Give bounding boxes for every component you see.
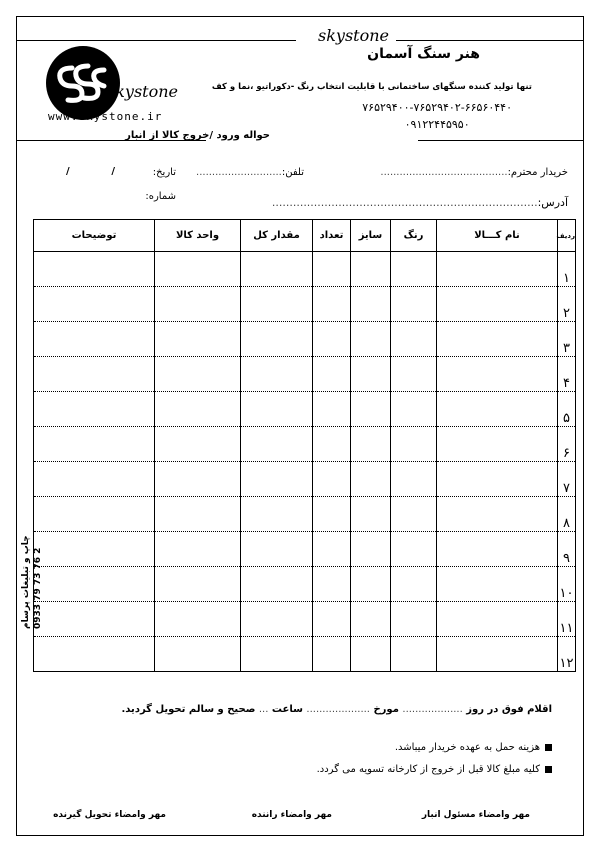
- table-cell[interactable]: [313, 462, 351, 497]
- table-cell[interactable]: [391, 462, 437, 497]
- row-number: ۱۱: [558, 602, 576, 637]
- table-cell[interactable]: [34, 427, 155, 462]
- table-cell[interactable]: [155, 357, 241, 392]
- table-cell[interactable]: [34, 392, 155, 427]
- date-slashes: / /: [66, 166, 116, 177]
- table-cell[interactable]: [155, 287, 241, 322]
- table-cell[interactable]: [351, 567, 391, 602]
- form-title: حواله ورود /خروج کالا از انبار: [125, 130, 270, 141]
- items-table: [33, 219, 576, 672]
- table-cell[interactable]: [155, 602, 241, 637]
- printer-credit: [20, 521, 50, 629]
- bullet-icon: [545, 766, 552, 773]
- phone-line-1: ۷۶۵۲۹۴۰۰-۷۶۵۲۹۴۰۲-۶۶۵۶۰۴۴۰: [362, 101, 512, 114]
- address-label: آدرس:: [537, 196, 568, 209]
- table-cell[interactable]: [313, 322, 351, 357]
- top-rule-right: [396, 40, 583, 41]
- table-cell[interactable]: [241, 602, 313, 637]
- printer-name: چاپ و تبلیغات پرسام: [21, 535, 31, 629]
- table-cell[interactable]: [351, 602, 391, 637]
- table-cell[interactable]: [391, 287, 437, 322]
- receipt-date-label: مورخ: [373, 704, 399, 715]
- table-cell[interactable]: [34, 357, 155, 392]
- row-number: ۴: [558, 357, 576, 392]
- table-cell[interactable]: [34, 532, 155, 567]
- logo-wordmark: skystone: [107, 82, 178, 101]
- table-row: [34, 602, 576, 637]
- table-cell[interactable]: [313, 357, 351, 392]
- table-row: [34, 287, 576, 322]
- row-number: ۱: [558, 252, 576, 287]
- col-color: رنگ: [391, 220, 437, 252]
- table-row: [34, 322, 576, 357]
- date-label: تاریخ:: [152, 167, 176, 178]
- table-cell[interactable]: [313, 252, 351, 287]
- table-cell[interactable]: [155, 322, 241, 357]
- bullet-icon: [545, 744, 552, 751]
- note-payment: [317, 764, 552, 775]
- row-number: ۵: [558, 392, 576, 427]
- website: www.skystone.ir: [48, 110, 163, 123]
- table-cell[interactable]: [241, 497, 313, 532]
- table-cell[interactable]: [34, 497, 155, 532]
- table-cell[interactable]: [313, 602, 351, 637]
- table-cell[interactable]: [155, 392, 241, 427]
- table-cell[interactable]: [351, 357, 391, 392]
- col-unit: واحد کالا: [155, 220, 241, 252]
- table-cell[interactable]: [155, 252, 241, 287]
- table-cell[interactable]: [437, 567, 558, 602]
- table-row: [34, 567, 576, 602]
- table-cell[interactable]: [34, 252, 155, 287]
- title-rule-right: [418, 140, 583, 141]
- table-cell[interactable]: [313, 567, 351, 602]
- table-row: [34, 532, 576, 567]
- row-number: ۱۰: [558, 567, 576, 602]
- note-2: کلیه مبلغ کالا قبل از خروج از کارخانه تسویه می گردد.: [316, 764, 540, 775]
- table-row: [34, 497, 576, 532]
- col-size: سایز: [351, 220, 391, 252]
- table-cell[interactable]: [155, 497, 241, 532]
- table-cell[interactable]: [351, 322, 391, 357]
- table-cell[interactable]: [391, 357, 437, 392]
- table-cell[interactable]: [391, 637, 437, 672]
- table-cell[interactable]: [437, 532, 558, 567]
- col-notes: توضیحات: [34, 220, 155, 252]
- table-cell[interactable]: [155, 567, 241, 602]
- table-cell[interactable]: [241, 322, 313, 357]
- number-field[interactable]: [145, 191, 176, 202]
- note-shipping: [395, 742, 552, 753]
- table-cell[interactable]: [155, 532, 241, 567]
- table-cell[interactable]: [391, 497, 437, 532]
- table-cell[interactable]: [437, 427, 558, 462]
- phone-line-2: ۰۹۱۲۲۴۴۵۹۵۰: [404, 118, 470, 131]
- row-number: ۷: [558, 462, 576, 497]
- table-cell[interactable]: [34, 637, 155, 672]
- table-cell[interactable]: [313, 532, 351, 567]
- row-number: ۱۲: [558, 637, 576, 672]
- table-cell[interactable]: [34, 287, 155, 322]
- brand-top: skystone: [318, 26, 389, 45]
- phone-field[interactable]: تلفن:...........................: [196, 167, 304, 178]
- receipt-line[interactable]: اقلام فوق در روز ................... مورخ .................... ساعت ... صحیح و سالم تحویل گردید.: [121, 704, 552, 715]
- table-row: [34, 252, 576, 287]
- table-cell[interactable]: [351, 252, 391, 287]
- tagline: تنها تولید کننده سنگهای ساختمانی با قابلیت انتخاب رنگ -دکوراتیو ،نما و کف: [211, 82, 532, 92]
- row-number: ۶: [558, 427, 576, 462]
- table-cell[interactable]: [391, 392, 437, 427]
- table-cell[interactable]: [437, 357, 558, 392]
- table-cell[interactable]: [351, 427, 391, 462]
- table-cell[interactable]: [437, 287, 558, 322]
- table-row: [34, 637, 576, 672]
- phone-numbers: [362, 99, 512, 133]
- table-cell[interactable]: [155, 637, 241, 672]
- table-cell[interactable]: [313, 392, 351, 427]
- col-row: ردیف: [558, 220, 576, 252]
- table-cell[interactable]: [437, 462, 558, 497]
- table-cell[interactable]: [437, 602, 558, 637]
- table-cell[interactable]: [437, 637, 558, 672]
- table-cell[interactable]: [155, 427, 241, 462]
- table-cell[interactable]: [391, 567, 437, 602]
- sig-driver: مهر وامضاء راننده: [251, 810, 332, 820]
- row-number: ۹: [558, 532, 576, 567]
- table-cell[interactable]: [34, 322, 155, 357]
- table-cell[interactable]: [351, 462, 391, 497]
- row-number: ۲: [558, 287, 576, 322]
- receipt-end: صحیح و سالم تحویل گردید.: [121, 704, 256, 715]
- phone-label: تلفن:: [281, 167, 304, 178]
- table-row: [34, 427, 576, 462]
- table-cell[interactable]: [391, 427, 437, 462]
- number-label: شماره:: [145, 191, 176, 202]
- table-row: [34, 357, 576, 392]
- table-cell[interactable]: [241, 532, 313, 567]
- top-rule-left: [16, 40, 296, 41]
- table-cell[interactable]: [391, 532, 437, 567]
- table-cell[interactable]: [155, 462, 241, 497]
- table-cell[interactable]: [241, 637, 313, 672]
- date-field[interactable]: [153, 167, 176, 178]
- table-cell[interactable]: [437, 497, 558, 532]
- col-total: مقدار کل: [241, 220, 313, 252]
- table-cell[interactable]: [34, 602, 155, 637]
- table-cell[interactable]: [391, 322, 437, 357]
- row-number: ۳: [558, 322, 576, 357]
- table-cell[interactable]: [241, 392, 313, 427]
- table-cell[interactable]: [313, 287, 351, 322]
- table-cell[interactable]: [241, 462, 313, 497]
- printer-phone: 0933 79 73 76 2: [33, 547, 43, 629]
- sig-receiver: مهر وامضاء تحویل گیرنده: [53, 810, 166, 820]
- col-product: نام کـــالا: [437, 220, 558, 252]
- customer-label: خریدار محترم:: [507, 167, 568, 178]
- table-cell[interactable]: [391, 602, 437, 637]
- table-cell[interactable]: [437, 252, 558, 287]
- table-cell[interactable]: [437, 392, 558, 427]
- note-1: هزینه حمل به عهده خریدار میباشد.: [394, 742, 540, 753]
- table-cell[interactable]: [34, 462, 155, 497]
- table-cell[interactable]: [313, 427, 351, 462]
- table-cell[interactable]: [437, 322, 558, 357]
- table-header-row: [34, 220, 576, 252]
- table-row: [34, 392, 576, 427]
- table-cell[interactable]: [351, 287, 391, 322]
- row-number: ۸: [558, 497, 576, 532]
- table-cell[interactable]: [351, 497, 391, 532]
- table-cell[interactable]: [391, 252, 437, 287]
- table-cell[interactable]: [241, 287, 313, 322]
- company-name: هنر سنگ آسمان: [367, 46, 480, 62]
- table-row: [34, 462, 576, 497]
- customer-field[interactable]: خریدار محترم:........................................: [380, 167, 568, 178]
- table-cell[interactable]: [241, 252, 313, 287]
- table-cell[interactable]: [351, 532, 391, 567]
- table-cell[interactable]: [313, 637, 351, 672]
- col-count: تعداد: [313, 220, 351, 252]
- table-cell[interactable]: [313, 497, 351, 532]
- table-cell[interactable]: [351, 392, 391, 427]
- table-cell[interactable]: [241, 357, 313, 392]
- address-field[interactable]: آدرس:............................................................................: [271, 196, 568, 209]
- table-cell[interactable]: [351, 637, 391, 672]
- sig-warehouse: مهر وامضاء مسئول انبار: [421, 810, 530, 820]
- receipt-day-label: اقلام فوق در روز: [466, 704, 552, 715]
- table-cell[interactable]: [241, 567, 313, 602]
- receipt-time-label: ساعت: [271, 704, 303, 715]
- table-cell[interactable]: [241, 427, 313, 462]
- table-cell[interactable]: [34, 567, 155, 602]
